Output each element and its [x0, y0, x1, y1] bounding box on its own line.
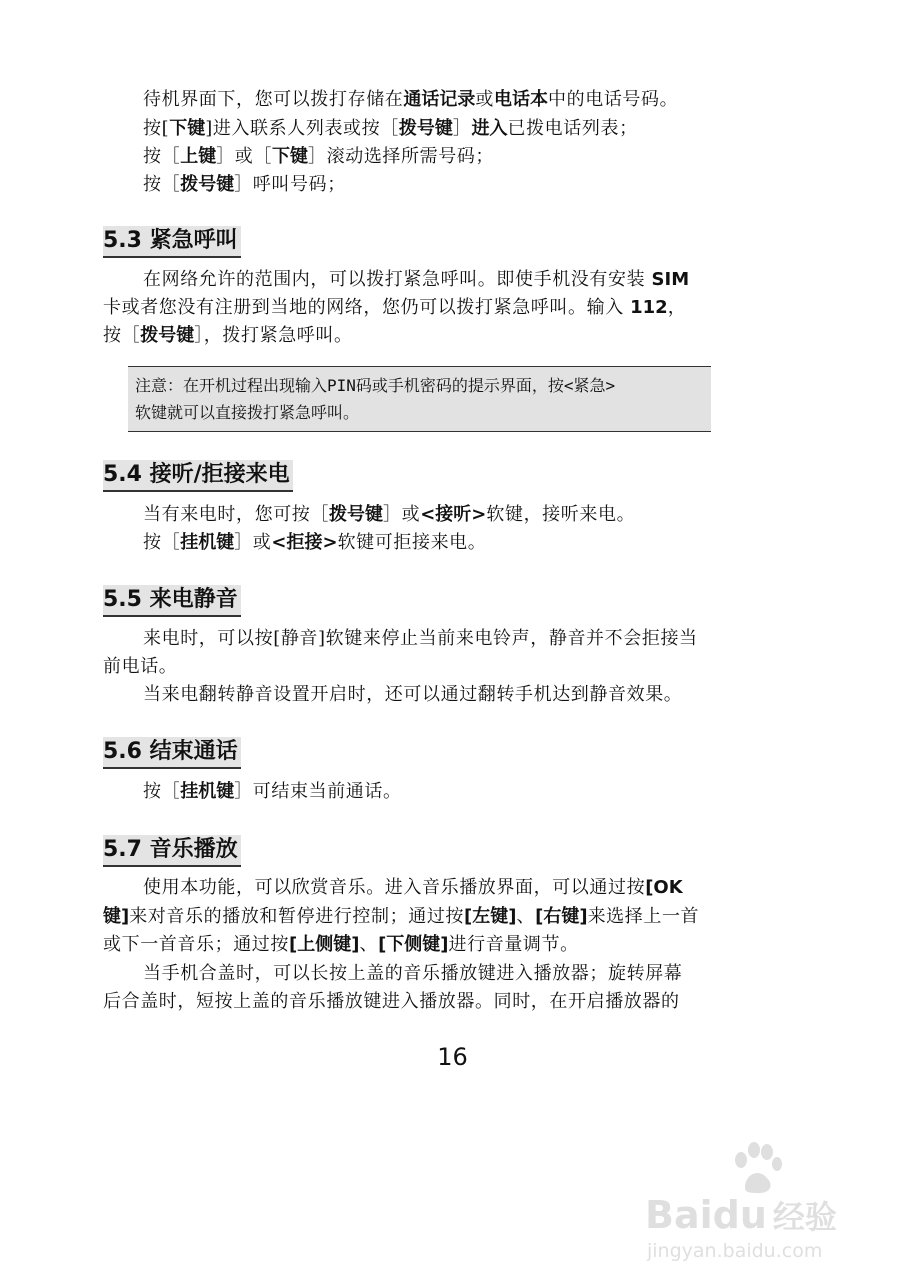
section-5-7-heading: 5.7 音乐播放 — [103, 835, 241, 867]
s55-line-3: 当来电翻转静音设置开启时，还可以通过翻转手机达到静音效果。 — [143, 684, 683, 705]
s53-line-2: 卡或者您没有注册到当地的网络，您仍可以拨打紧急呼叫。输入 112， — [103, 297, 687, 318]
intro-line-4: 按［拨号键］呼叫号码； — [143, 174, 346, 195]
page-number: 16 — [437, 1043, 468, 1071]
note-line-2: 软键就可以直接拨打紧急呼叫。 — [135, 403, 360, 422]
note-box — [128, 366, 711, 432]
section-5-5-heading: 5.5 来电静音 — [103, 585, 241, 617]
intro-line-1: 待机界面下，您可以拨打存储在通话记录或电话本中的电话号码。 — [143, 89, 679, 110]
intro-line-2: 按[下键]进入联系人列表或按［拨号键］进入已拨电话列表； — [143, 118, 638, 139]
section-5-4-heading: 5.4 接听/拒接来电 — [103, 460, 293, 492]
s55-line-2: 前电话。 — [103, 656, 178, 677]
s57-line-3: 或下一首音乐；通过按[上侧键]、[下侧键]进行音量调节。 — [103, 934, 579, 955]
s54-line-1: 当有来电时，您可按［拨号键］或<接听>软键，接听来电。 — [143, 504, 636, 525]
paw-icon — [727, 1140, 787, 1195]
s57-line-1: 使用本功能，可以欣赏音乐。进入音乐播放界面，可以通过按[OK — [143, 877, 683, 898]
watermark-url: jingyan.baidu.com — [647, 1240, 823, 1262]
s54-line-2: 按［挂机键］或<拒接>软键可拒接来电。 — [143, 532, 487, 553]
intro-line-3: 按［上键］或［下键］滚动选择所需号码； — [143, 146, 495, 167]
baidu-watermark — [645, 1140, 880, 1275]
s53-line-1: 在网络允许的范围内，可以拨打紧急呼叫。即使手机没有安装 SIM — [143, 269, 690, 290]
s55-line-1: 来电时，可以按[静音]软键来停止当前来电铃声，静音并不会拒接当 — [143, 628, 698, 649]
note-line-1: 注意：在开机过程出现输入PIN码或手机密码的提示界面，按<紧急> — [135, 376, 616, 395]
s57-line-4: 当手机合盖时，可以长按上盖的音乐播放键进入播放器；旋转屏幕 — [143, 963, 683, 984]
watermark-brand: Baidu 经验 — [645, 1193, 837, 1237]
s56-line-1: 按［挂机键］可结束当前通话。 — [143, 781, 402, 802]
s53-line-3: 按［拨号键］，拨打紧急呼叫。 — [103, 325, 353, 346]
s57-line-2: 键]来对音乐的播放和暂停进行控制；通过按[左键]、[右键]来选择上一首 — [103, 906, 700, 927]
s57-line-5: 后合盖时，短按上盖的音乐播放键进入播放器。同时，在开启播放器的 — [103, 991, 680, 1012]
section-5-3-heading: 5.3 紧急呼叫 — [103, 226, 241, 258]
section-5-6-heading: 5.6 结束通话 — [103, 737, 241, 769]
